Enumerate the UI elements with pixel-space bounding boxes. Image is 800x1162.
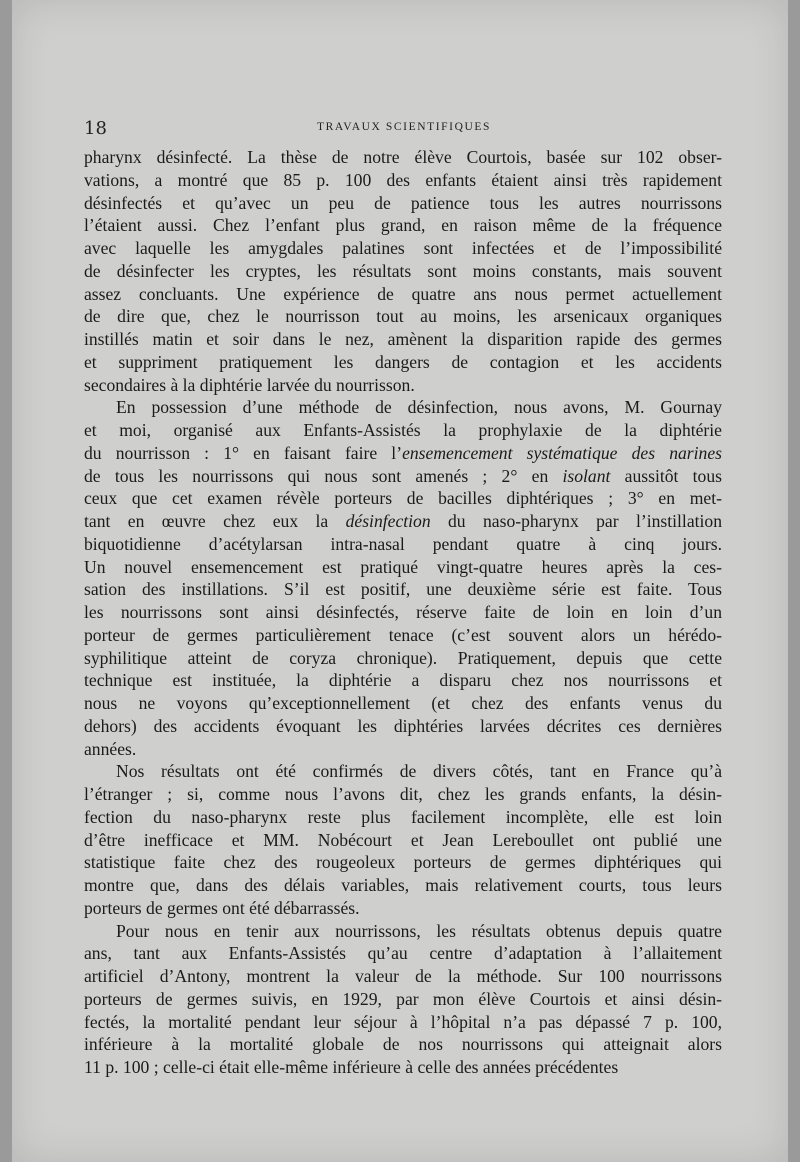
text-line: vations, a montré que 85 p. 100 des enfants étaient ainsi très rapidement [84, 169, 722, 190]
text-line: d’être inefficace et MM. Nobécourt et Jean Lereboullet ont publié une [84, 829, 722, 850]
paragraph [84, 146, 722, 396]
text-line: avec laquelle les amygdales palatines sont infectées et de l’impossibilité [84, 238, 722, 258]
text-line: de tous les nourrissons qui nous sont amenés ; 2° en isolant aussitôt tous [84, 465, 722, 486]
text-line: secondaires à la diphtérie larvée du nourrisson. [84, 374, 415, 395]
text-line: biquotidienne d’acétylarsan intra-nasal pendant quatre à cinq jours. [84, 533, 722, 554]
text-line: technique est instituée, la diphtérie a disparu chez nos nourrissons et [84, 670, 722, 691]
text-line: nous ne voyons qu’exceptionnellement (et chez des enfants venus du [84, 693, 722, 713]
text-line: de dire que, chez le nourrisson tout au moins, les arsenicaux organiques [84, 306, 722, 327]
text-line: Un nouvel ensemencement est pratiqué vingt-quatre heures après la ces- [84, 556, 722, 577]
body-text [84, 146, 722, 1079]
paragraph [84, 920, 722, 1079]
text-line: pharynx désinfecté. La thèse de notre élève Courtois, basée sur 102 obser- [84, 147, 722, 167]
page-number: 18 [84, 118, 107, 139]
text-line: désinfectés et qu’avec un peu de patience tous les autres nourrissons [84, 192, 722, 213]
book-page [12, 0, 788, 1162]
text-line: fectés, la mortalité pendant leur séjour à l’hôpital n’a pas dépassé 7 p. 100, [84, 1011, 722, 1032]
text-line: montre que, dans des délais variables, mais relativement courts, tous leurs [84, 875, 722, 895]
page-header [84, 118, 724, 138]
text-line: Pour nous en tenir aux nourrissons, les résultats obtenus depuis quatre [116, 920, 722, 941]
text-line: ans, tant aux Enfants-Assistés qu’au centre d’adaptation à l’allaitement [84, 943, 722, 964]
text-line: dehors) des accidents évoquant les diphtéries larvées décrites ces dernières [84, 715, 722, 736]
text-line: instillés matin et soir dans le nez, amènent la disparition rapide des germes [84, 329, 722, 349]
text-line: inférieure à la mortalité globale de nos nourrissons qui atteignait alors [84, 1034, 722, 1055]
text-line: l’étranger ; si, comme nous l’avons dit, chez les grands enfants, la désin- [84, 784, 722, 804]
text-line: du nourrisson : 1° en faisant faire l’ensemencement systématique des narines [84, 442, 722, 463]
text-line: syphilitique atteint de coryza chronique). Pratiquement, depuis que cette [84, 647, 722, 668]
paragraph [84, 396, 722, 760]
text-line: artificiel d’Antony, montrent la valeur de la méthode. Sur 100 nourrissons [84, 966, 722, 986]
text-line: et moi, organisé aux Enfants-Assistés la prophylaxie de la diphtérie [84, 420, 722, 440]
text-line: 11 p. 100 ; celle-ci était elle-même inférieure à celle des années précédentes [84, 1057, 619, 1077]
text-line: années. [84, 738, 137, 759]
text-line: En possession d’une méthode de désinfection, nous avons, M. Gournay [116, 397, 722, 418]
running-title: TRAVAUX SCIENTIFIQUES [316, 121, 492, 133]
text-line: porteurs de germes suivis, en 1929, par mon élève Courtois et ainsi désin- [84, 988, 722, 1009]
text-line: les nourrissons sont ainsi désinfectés, réserve faite de loin en loin d’un [84, 602, 722, 622]
text-line: ceux que cet examen révèle porteurs de bacilles diphtériques ; 3° en met- [84, 488, 722, 509]
text-line: statistique faite chez des rougeoleux porteurs de germes diphtériques qui [84, 852, 722, 873]
text-line: sation des instillations. S’il est positif, une deuxième série est faite. Tous [84, 579, 722, 600]
paragraph [84, 760, 722, 919]
text-line: et suppriment pratiquement les dangers de contagion et les accidents [84, 351, 722, 372]
text-line: de désinfecter les cryptes, les résultats sont moins constants, mais souvent [84, 260, 722, 281]
text-line: l’étaient aussi. Chez l’enfant plus grand, en raison même de la fréquence [84, 215, 722, 236]
text-line: porteur de germes particulièrement tenace (c’est souvent alors un hérédo- [84, 624, 722, 645]
text-line: porteurs de germes ont été débarrassés. [84, 897, 360, 918]
text-line: tant en œuvre chez eux la désinfection du naso-pharynx par l’instillation [84, 511, 722, 531]
text-line: Nos résultats ont été confirmés de divers côtés, tant en France qu’à [116, 761, 722, 782]
text-line: fection du naso-pharynx reste plus facilement incomplète, elle est loin [84, 806, 722, 827]
text-line: assez concluants. Une expérience de quatre ans nous permet actuellement [84, 283, 722, 304]
